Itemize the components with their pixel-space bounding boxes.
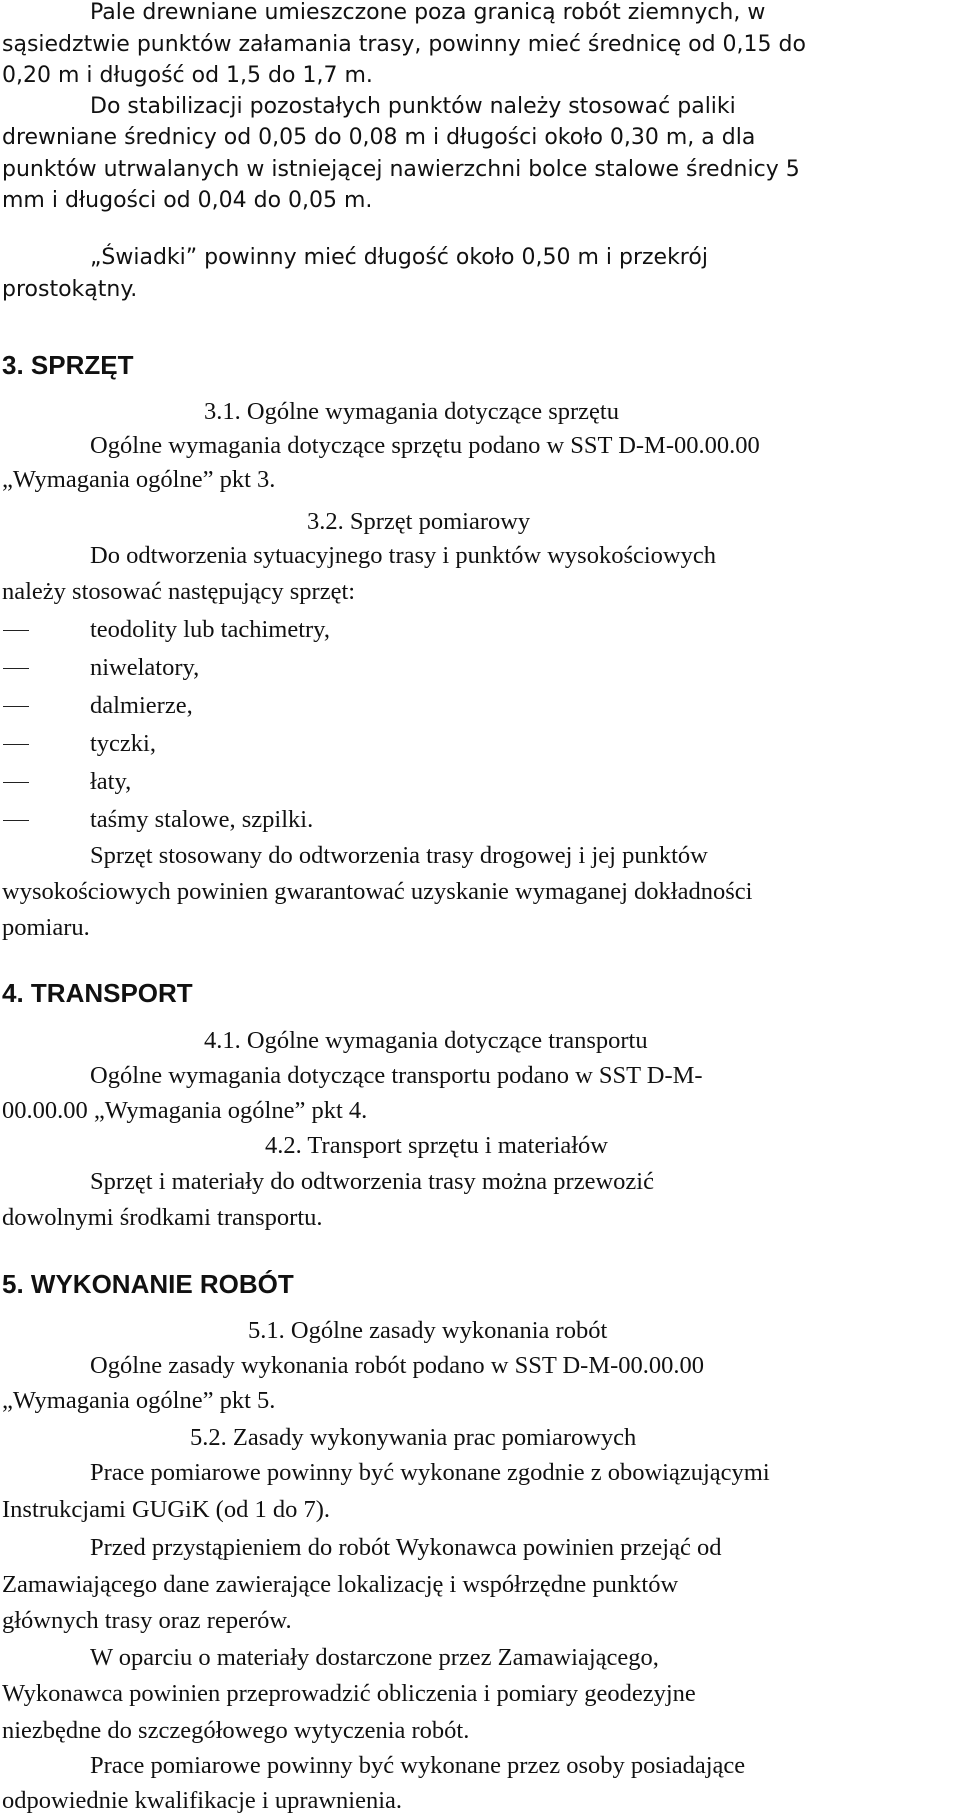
text-line: W oparciu o materiały dostarczone przez Zamawiającego, bbox=[90, 1644, 659, 1671]
list-item bbox=[0, 764, 600, 800]
subsection-title: 5.1. Ogólne zasady wykonania robót bbox=[248, 1317, 608, 1344]
text-line: Prace pomiarowe powinny być wykonane przez osoby posiadające bbox=[90, 1752, 746, 1779]
text-line: mm i długości od 0,04 do 0,05 m. bbox=[2, 188, 373, 213]
subsection-title: 5.2. Zasady wykonywania prac pomiarowych bbox=[190, 1424, 637, 1451]
text-line: „Wymagania ogólne” pkt 5. bbox=[2, 1387, 276, 1414]
text-line: odpowiednie kwalifikacje i uprawnienia. bbox=[2, 1787, 403, 1814]
subsection-title: 3.2. Sprzęt pomiarowy bbox=[307, 508, 531, 535]
list-item bbox=[0, 612, 600, 648]
text-line: Pale drewniane umieszczone poza granicą robót ziemnych, w bbox=[90, 0, 766, 25]
list-item bbox=[0, 650, 600, 686]
text-line: Zamawiającego dane zawierające lokalizację i współrzędne punktów bbox=[2, 1571, 679, 1598]
text-line: niezbędne do szczegółowego wytyczenia robót. bbox=[2, 1717, 470, 1744]
text-line: Sprzęt i materiały do odtworzenia trasy można przewozić bbox=[90, 1168, 654, 1195]
text-line: pomiaru. bbox=[2, 914, 90, 941]
text-line: 00.00.00 „Wymagania ogólne” pkt 4. bbox=[2, 1097, 368, 1124]
list-item-text: taśmy stalowe, szpilki. bbox=[90, 806, 314, 833]
list-item-text: łaty, bbox=[90, 768, 132, 795]
text-line: Ogólne wymagania dotyczące sprzętu podano w SST D-M-00.00.00 bbox=[90, 432, 760, 459]
text-line: sąsiedztwie punktów załamania trasy, powinny mieć średnicę od 0,15 do bbox=[2, 32, 806, 57]
dash-bullet bbox=[3, 744, 29, 745]
text-line: Sprzęt stosowany do odtworzenia trasy drogowej i jej punktów bbox=[90, 842, 708, 869]
text-line: 0,20 m i długość od 1,5 do 1,7 m. bbox=[2, 63, 373, 88]
list-item-text: teodolity lub tachimetry, bbox=[90, 616, 330, 643]
text-line: Ogólne zasady wykonania robót podano w SST D-M-00.00.00 bbox=[90, 1352, 705, 1379]
text-line: wysokościowych powinien gwarantować uzyskanie wymaganej dokładności bbox=[2, 878, 753, 905]
text-line: drewniane średnicy od 0,05 do 0,08 m i długości około 0,30 m, a dla bbox=[2, 125, 756, 150]
text-line: Prace pomiarowe powinny być wykonane zgodnie z obowiązującymi bbox=[90, 1459, 770, 1486]
list-item-text: dalmierze, bbox=[90, 692, 193, 719]
text-line: punktów utrwalanych w istniejącej nawierzchni bolce stalowe średnicy 5 bbox=[2, 157, 800, 182]
list-item-text: tyczki, bbox=[90, 730, 156, 757]
dash-bullet bbox=[3, 782, 29, 783]
section-heading: 3. SPRZĘT bbox=[2, 350, 134, 380]
subsection-title: 3.1. Ogólne wymagania dotyczące sprzętu bbox=[204, 398, 619, 425]
text-line: Wykonawca powinien przeprowadzić obliczenia i pomiary geodezyjne bbox=[2, 1680, 696, 1707]
dash-bullet bbox=[3, 630, 29, 631]
text-line: należy stosować następujący sprzęt: bbox=[2, 578, 356, 605]
list-item bbox=[0, 726, 600, 762]
text-line: prostokątny. bbox=[2, 277, 138, 302]
section-heading: 5. WYKONANIE ROBÓT bbox=[2, 1269, 294, 1299]
text-line: Do stabilizacji pozostałych punktów należy stosować paliki bbox=[90, 94, 736, 119]
section-heading: 4. TRANSPORT bbox=[2, 978, 193, 1008]
subsection-title: 4.2. Transport sprzętu i materiałów bbox=[265, 1132, 608, 1159]
list-item bbox=[0, 802, 600, 838]
dash-bullet bbox=[3, 820, 29, 821]
text-line: Ogólne wymagania dotyczące transportu podano w SST D-M- bbox=[90, 1062, 703, 1089]
subsection-title: 4.1. Ogólne wymagania dotyczące transportu bbox=[204, 1027, 648, 1054]
text-line: „Świadki” powinny mieć długość około 0,50 m i przekrój bbox=[90, 245, 708, 270]
text-line: Instrukcjami GUGiK (od 1 do 7). bbox=[2, 1496, 330, 1523]
list-item bbox=[0, 688, 600, 724]
text-line: Do odtworzenia sytuacyjnego trasy i punktów wysokościowych bbox=[90, 542, 716, 569]
text-line: głównych trasy oraz reperów. bbox=[2, 1607, 292, 1634]
dash-bullet bbox=[3, 706, 29, 707]
text-line: dowolnymi środkami transportu. bbox=[2, 1204, 323, 1231]
text-line: Przed przystąpieniem do robót Wykonawca powinien przejąć od bbox=[90, 1534, 722, 1561]
dash-bullet bbox=[3, 668, 29, 669]
text-line: „Wymagania ogólne” pkt 3. bbox=[2, 466, 276, 493]
list-item-text: niwelatory, bbox=[90, 654, 200, 681]
